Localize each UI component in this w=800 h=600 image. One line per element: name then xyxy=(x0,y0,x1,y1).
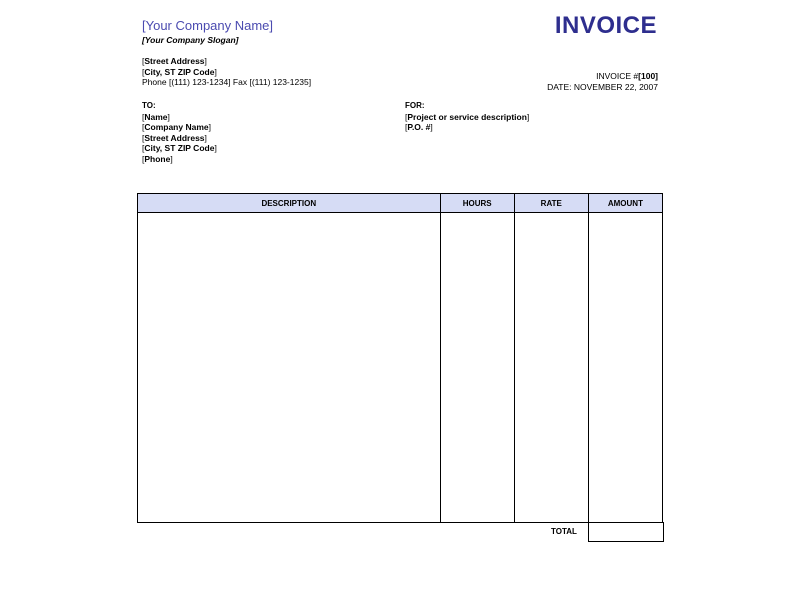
bill-to-city: [City, ST ZIP Code] xyxy=(142,143,217,153)
table-header-row xyxy=(138,194,663,213)
table-row xyxy=(138,213,663,523)
bill-to-phone: [Phone] xyxy=(142,153,173,164)
company-phone-fax-line: Phone [(111) 123-1234] Fax [(111) 123-1235] xyxy=(142,77,312,87)
total-label: TOTAL xyxy=(551,527,577,536)
header-rate: RATE xyxy=(514,194,588,213)
header-description: DESCRIPTION xyxy=(138,194,441,213)
for-block xyxy=(405,101,529,133)
company-name: [Your Company Name] xyxy=(142,18,274,33)
for-project: [Project or service description] xyxy=(405,111,530,122)
company-slogan: [Your Company Slogan] xyxy=(142,35,239,45)
header-amount: AMOUNT xyxy=(588,194,662,213)
bill-to-block xyxy=(142,101,217,164)
company-street-line: [Street Address] xyxy=(142,56,207,66)
invoice-date: DATE: NOVEMBER 22, 2007 xyxy=(547,81,658,92)
company-city-line: [City, ST ZIP Code] xyxy=(142,66,217,77)
for-label: FOR: xyxy=(405,101,425,110)
total-amount-cell[interactable] xyxy=(588,522,664,542)
rate-cell[interactable] xyxy=(514,213,588,523)
line-items-table xyxy=(137,193,663,523)
bill-to-company: [Company Name] xyxy=(142,122,211,132)
hours-cell[interactable] xyxy=(440,213,514,523)
description-cell[interactable] xyxy=(138,213,441,523)
header-hours: HOURS xyxy=(440,194,514,213)
company-address xyxy=(142,56,311,88)
bill-to-name: [Name] xyxy=(142,111,170,122)
amount-cell[interactable] xyxy=(588,213,662,523)
bill-to-street: [Street Address] xyxy=(142,132,207,143)
invoice-number: INVOICE #[100] xyxy=(596,71,658,81)
invoice-meta xyxy=(547,71,658,92)
invoice-heading: INVOICE xyxy=(554,12,657,39)
for-po: [P.O. #] xyxy=(405,122,433,132)
bill-to-label: TO: xyxy=(142,101,156,110)
